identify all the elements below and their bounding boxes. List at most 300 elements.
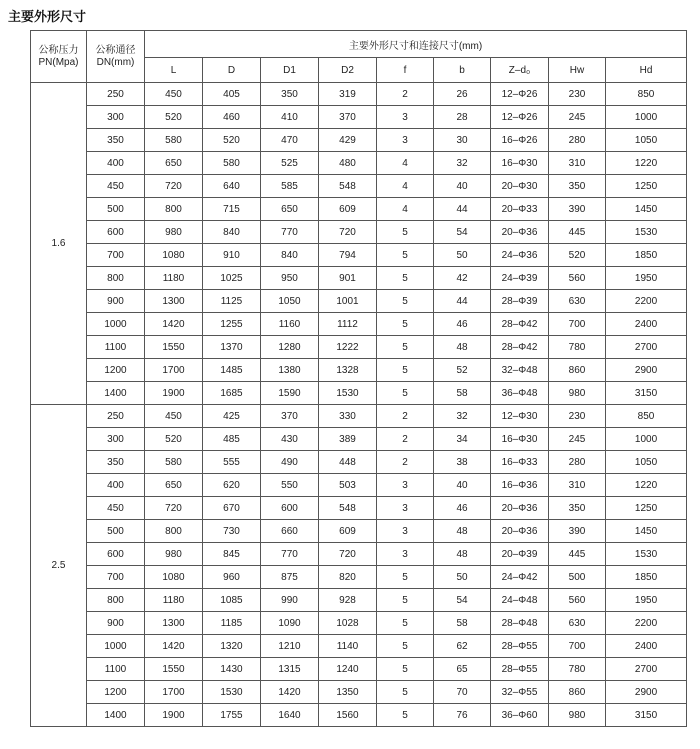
table-cell: 1090 — [261, 612, 319, 635]
table-cell: 500 — [549, 566, 606, 589]
dn-cell: 900 — [87, 612, 145, 635]
table-cell: 32–Φ55 — [491, 681, 549, 704]
table-cell: 32 — [434, 405, 491, 428]
table-row — [31, 704, 687, 727]
table-cell: 448 — [319, 451, 377, 474]
table-cell: 390 — [549, 198, 606, 221]
table-cell: 630 — [549, 612, 606, 635]
table-cell: 780 — [549, 658, 606, 681]
table-row — [31, 612, 687, 635]
table-cell: 65 — [434, 658, 491, 681]
table-cell: 350 — [261, 83, 319, 106]
table-cell: 26 — [434, 83, 491, 106]
table-cell: 980 — [549, 704, 606, 727]
table-cell: 430 — [261, 428, 319, 451]
table-cell: 24–Φ39 — [491, 267, 549, 290]
table-cell: 850 — [606, 405, 687, 428]
table-cell: 20–Φ33 — [491, 198, 549, 221]
dn-cell: 1400 — [87, 382, 145, 405]
table-cell: 550 — [261, 474, 319, 497]
dn-cell: 1100 — [87, 658, 145, 681]
dn-cell: 250 — [87, 83, 145, 106]
table-cell: 4 — [377, 152, 434, 175]
dn-cell: 1100 — [87, 336, 145, 359]
table-row — [31, 267, 687, 290]
dn-cell: 1400 — [87, 704, 145, 727]
table-row — [31, 129, 687, 152]
table-cell: 730 — [203, 520, 261, 543]
table-cell: 30 — [434, 129, 491, 152]
table-cell: 1000 — [606, 106, 687, 129]
table-cell: 410 — [261, 106, 319, 129]
table-cell: 40 — [434, 474, 491, 497]
table-cell: 1850 — [606, 244, 687, 267]
dn-cell: 450 — [87, 175, 145, 198]
dn-cell: 1200 — [87, 359, 145, 382]
table-cell: 1900 — [145, 704, 203, 727]
table-cell: 5 — [377, 244, 434, 267]
table-cell: 2 — [377, 428, 434, 451]
dn-cell: 350 — [87, 129, 145, 152]
table-cell: 555 — [203, 451, 261, 474]
table-cell: 50 — [434, 244, 491, 267]
table-cell: 429 — [319, 129, 377, 152]
table-cell: 350 — [549, 497, 606, 520]
table-cell: 3150 — [606, 704, 687, 727]
table-cell: 330 — [319, 405, 377, 428]
table-cell: 1530 — [203, 681, 261, 704]
column-header: Hw — [549, 58, 606, 83]
table-cell: 460 — [203, 106, 261, 129]
table-cell: 48 — [434, 520, 491, 543]
table-cell: 1450 — [606, 198, 687, 221]
table-cell: 5 — [377, 704, 434, 727]
table-cell: 980 — [145, 543, 203, 566]
dn-cell: 900 — [87, 290, 145, 313]
table-cell: 40 — [434, 175, 491, 198]
table-cell: 16–Φ36 — [491, 474, 549, 497]
table-cell: 609 — [319, 198, 377, 221]
table-cell: 1370 — [203, 336, 261, 359]
table-cell: 1050 — [606, 451, 687, 474]
table-cell: 1001 — [319, 290, 377, 313]
table-cell: 1530 — [606, 221, 687, 244]
table-cell: 980 — [549, 382, 606, 405]
table-cell: 20–Φ36 — [491, 497, 549, 520]
table-cell: 950 — [261, 267, 319, 290]
dn-cell: 700 — [87, 244, 145, 267]
table-cell: 245 — [549, 428, 606, 451]
table-cell: 5 — [377, 658, 434, 681]
table-cell: 54 — [434, 221, 491, 244]
table-cell: 1085 — [203, 589, 261, 612]
table-cell: 715 — [203, 198, 261, 221]
table-row — [31, 198, 687, 221]
table-cell: 48 — [434, 543, 491, 566]
table-cell: 38 — [434, 451, 491, 474]
table-cell: 2400 — [606, 313, 687, 336]
table-cell: 800 — [145, 198, 203, 221]
table-cell: 820 — [319, 566, 377, 589]
table-cell: 28–Φ42 — [491, 313, 549, 336]
table-cell: 850 — [606, 83, 687, 106]
table-cell: 36–Φ60 — [491, 704, 549, 727]
table-cell: 1700 — [145, 681, 203, 704]
table-row — [31, 681, 687, 704]
table-cell: 20–Φ36 — [491, 221, 549, 244]
table-cell: 1300 — [145, 290, 203, 313]
table-cell: 245 — [549, 106, 606, 129]
table-cell: 28–Φ42 — [491, 336, 549, 359]
table-cell: 1028 — [319, 612, 377, 635]
table-cell: 3 — [377, 497, 434, 520]
table-cell: 794 — [319, 244, 377, 267]
table-cell: 720 — [145, 175, 203, 198]
column-header: b — [434, 58, 491, 83]
dn-cell: 400 — [87, 152, 145, 175]
table-cell: 660 — [261, 520, 319, 543]
table-cell: 580 — [203, 152, 261, 175]
table-row — [31, 451, 687, 474]
pn-value-cell: 2.5 — [31, 405, 87, 727]
table-cell: 2900 — [606, 681, 687, 704]
table-cell: 3 — [377, 474, 434, 497]
table-cell: 520 — [203, 129, 261, 152]
dn-cell: 500 — [87, 198, 145, 221]
table-cell: 1485 — [203, 359, 261, 382]
table-cell: 76 — [434, 704, 491, 727]
table-cell: 230 — [549, 83, 606, 106]
dn-cell: 450 — [87, 497, 145, 520]
table-cell: 1560 — [319, 704, 377, 727]
table-cell: 1255 — [203, 313, 261, 336]
table-cell: 445 — [549, 221, 606, 244]
dn-cell: 250 — [87, 405, 145, 428]
table-row — [31, 359, 687, 382]
table-row — [31, 221, 687, 244]
table-cell: 350 — [549, 175, 606, 198]
table-cell: 960 — [203, 566, 261, 589]
table-cell: 36–Φ48 — [491, 382, 549, 405]
table-cell: 800 — [145, 520, 203, 543]
table-cell: 32–Φ48 — [491, 359, 549, 382]
table-cell: 370 — [261, 405, 319, 428]
table-cell: 389 — [319, 428, 377, 451]
table-cell: 1180 — [145, 589, 203, 612]
table-cell: 5 — [377, 221, 434, 244]
table-cell: 1000 — [606, 428, 687, 451]
table-cell: 62 — [434, 635, 491, 658]
column-header: D2 — [319, 58, 377, 83]
table-cell: 1320 — [203, 635, 261, 658]
table-cell: 901 — [319, 267, 377, 290]
dn-header-unit: DN(mm) — [96, 56, 135, 68]
table-cell: 230 — [549, 405, 606, 428]
table-cell: 54 — [434, 589, 491, 612]
table-row — [31, 543, 687, 566]
table-cell: 1140 — [319, 635, 377, 658]
table-cell: 548 — [319, 175, 377, 198]
table-cell: 50 — [434, 566, 491, 589]
table-body — [31, 83, 687, 727]
table-cell: 1420 — [145, 313, 203, 336]
table-row — [31, 474, 687, 497]
table-cell: 4 — [377, 198, 434, 221]
table-cell: 525 — [261, 152, 319, 175]
column-header: Z–d₀ — [491, 58, 549, 83]
table-cell: 1050 — [606, 129, 687, 152]
table-cell: 24–Φ36 — [491, 244, 549, 267]
table-row — [31, 658, 687, 681]
pn-header-unit: PN(Mpa) — [38, 56, 79, 68]
table-cell: 1550 — [145, 658, 203, 681]
dn-cell: 300 — [87, 428, 145, 451]
column-header: Hd — [606, 58, 687, 83]
dn-header-label: 公称通径 — [95, 44, 136, 56]
table-cell: 450 — [145, 405, 203, 428]
table-cell: 1900 — [145, 382, 203, 405]
table-cell: 1530 — [606, 543, 687, 566]
dimension-table — [30, 30, 687, 727]
table-cell: 1180 — [145, 267, 203, 290]
table-cell: 520 — [145, 106, 203, 129]
table-cell: 44 — [434, 198, 491, 221]
table-row — [31, 290, 687, 313]
table-cell: 370 — [319, 106, 377, 129]
table-cell: 12–Φ26 — [491, 83, 549, 106]
table-cell: 4 — [377, 175, 434, 198]
table-cell: 5 — [377, 566, 434, 589]
table-cell: 1250 — [606, 175, 687, 198]
table-cell: 20–Φ36 — [491, 520, 549, 543]
table-cell: 585 — [261, 175, 319, 198]
table-cell: 28–Φ48 — [491, 612, 549, 635]
table-cell: 580 — [145, 451, 203, 474]
table-cell: 310 — [549, 152, 606, 175]
column-header: D — [203, 58, 261, 83]
table-cell: 700 — [549, 635, 606, 658]
table-cell: 1185 — [203, 612, 261, 635]
table-cell: 390 — [549, 520, 606, 543]
table-cell: 640 — [203, 175, 261, 198]
table-row — [31, 520, 687, 543]
table-cell: 48 — [434, 336, 491, 359]
table-cell: 1222 — [319, 336, 377, 359]
table-cell: 2 — [377, 83, 434, 106]
dn-cell: 1000 — [87, 635, 145, 658]
table-cell: 1685 — [203, 382, 261, 405]
pn-value-cell: 1.6 — [31, 83, 87, 405]
dn-cell: 1000 — [87, 313, 145, 336]
column-header: L — [145, 58, 203, 83]
table-cell: 980 — [145, 221, 203, 244]
table-row — [31, 336, 687, 359]
table-cell: 1220 — [606, 474, 687, 497]
table-cell: 620 — [203, 474, 261, 497]
table-cell: 1380 — [261, 359, 319, 382]
table-cell: 28–Φ55 — [491, 658, 549, 681]
table-cell: 650 — [261, 198, 319, 221]
table-cell: 1112 — [319, 313, 377, 336]
table-cell: 700 — [549, 313, 606, 336]
table-cell: 580 — [145, 129, 203, 152]
table-row — [31, 244, 687, 267]
table-cell: 3 — [377, 520, 434, 543]
table-cell: 2 — [377, 405, 434, 428]
table-cell: 1210 — [261, 635, 319, 658]
table-cell: 1328 — [319, 359, 377, 382]
dn-cell: 400 — [87, 474, 145, 497]
table-cell: 16–Φ30 — [491, 152, 549, 175]
table-cell: 5 — [377, 313, 434, 336]
table-cell: 24–Φ48 — [491, 589, 549, 612]
table-cell: 1240 — [319, 658, 377, 681]
table-cell: 24–Φ42 — [491, 566, 549, 589]
table-row — [31, 566, 687, 589]
table-cell: 1755 — [203, 704, 261, 727]
table-cell: 425 — [203, 405, 261, 428]
table-cell: 2700 — [606, 336, 687, 359]
table-row — [31, 428, 687, 451]
table-cell: 650 — [145, 152, 203, 175]
table-cell: 600 — [261, 497, 319, 520]
table-cell: 58 — [434, 382, 491, 405]
table-row — [31, 152, 687, 175]
table-row — [31, 83, 687, 106]
table-cell: 12–Φ26 — [491, 106, 549, 129]
table-cell: 34 — [434, 428, 491, 451]
table-cell: 5 — [377, 267, 434, 290]
table-cell: 32 — [434, 152, 491, 175]
section-title: 主要外形尺寸 — [8, 10, 87, 25]
table-cell: 1300 — [145, 612, 203, 635]
table-cell: 470 — [261, 129, 319, 152]
table-cell: 445 — [549, 543, 606, 566]
pn-header-label: 公称压力 — [38, 44, 79, 56]
table-cell: 5 — [377, 681, 434, 704]
dn-cell: 600 — [87, 543, 145, 566]
dn-cell: 1200 — [87, 681, 145, 704]
table-cell: 990 — [261, 589, 319, 612]
table-row — [31, 589, 687, 612]
table-cell: 20–Φ30 — [491, 175, 549, 198]
table-cell: 670 — [203, 497, 261, 520]
table-cell: 16–Φ26 — [491, 129, 549, 152]
dimension-group-header: 主要外形尺寸和连接尺寸(mm) — [145, 31, 687, 58]
table-cell: 46 — [434, 497, 491, 520]
table-cell: 46 — [434, 313, 491, 336]
table-cell: 548 — [319, 497, 377, 520]
table-cell: 44 — [434, 290, 491, 313]
table-row — [31, 382, 687, 405]
table-cell: 720 — [319, 543, 377, 566]
table-cell: 2700 — [606, 658, 687, 681]
table-cell: 3150 — [606, 382, 687, 405]
table-cell: 2 — [377, 451, 434, 474]
table-cell: 650 — [145, 474, 203, 497]
table-cell: 5 — [377, 612, 434, 635]
table-cell: 405 — [203, 83, 261, 106]
table-row — [31, 175, 687, 198]
table-cell: 560 — [549, 589, 606, 612]
table-cell: 280 — [549, 451, 606, 474]
table-cell: 16–Φ33 — [491, 451, 549, 474]
table-cell: 520 — [145, 428, 203, 451]
table-cell: 860 — [549, 359, 606, 382]
table-row — [31, 106, 687, 129]
table-cell: 52 — [434, 359, 491, 382]
table-cell: 1530 — [319, 382, 377, 405]
table-cell: 5 — [377, 290, 434, 313]
table-cell: 1850 — [606, 566, 687, 589]
table-cell: 1950 — [606, 589, 687, 612]
table-cell: 1450 — [606, 520, 687, 543]
table-cell: 1315 — [261, 658, 319, 681]
table-cell: 1125 — [203, 290, 261, 313]
table-cell: 319 — [319, 83, 377, 106]
table-cell: 609 — [319, 520, 377, 543]
dn-cell: 300 — [87, 106, 145, 129]
table-cell: 1350 — [319, 681, 377, 704]
table-cell: 2400 — [606, 635, 687, 658]
table-cell: 560 — [549, 267, 606, 290]
dn-cell: 800 — [87, 267, 145, 290]
table-cell: 58 — [434, 612, 491, 635]
table-cell: 1050 — [261, 290, 319, 313]
table-cell: 5 — [377, 336, 434, 359]
table-cell: 28 — [434, 106, 491, 129]
table-cell: 1025 — [203, 267, 261, 290]
table-cell: 770 — [261, 543, 319, 566]
table-cell: 1420 — [145, 635, 203, 658]
table-cell: 630 — [549, 290, 606, 313]
header-row-group — [31, 31, 687, 58]
dn-cell: 600 — [87, 221, 145, 244]
table-cell: 503 — [319, 474, 377, 497]
table-cell: 1550 — [145, 336, 203, 359]
table-cell: 1950 — [606, 267, 687, 290]
table-cell: 780 — [549, 336, 606, 359]
table-cell: 720 — [319, 221, 377, 244]
table-row — [31, 635, 687, 658]
table-cell: 5 — [377, 635, 434, 658]
table-cell: 485 — [203, 428, 261, 451]
table-cell: 928 — [319, 589, 377, 612]
table-cell: 1160 — [261, 313, 319, 336]
table-cell: 5 — [377, 382, 434, 405]
column-header: D1 — [261, 58, 319, 83]
table-cell: 770 — [261, 221, 319, 244]
table-cell: 1640 — [261, 704, 319, 727]
table-cell: 1420 — [261, 681, 319, 704]
table-cell: 860 — [549, 681, 606, 704]
pn-header — [31, 31, 87, 83]
table-row — [31, 497, 687, 520]
table-cell: 490 — [261, 451, 319, 474]
table-cell: 1080 — [145, 566, 203, 589]
table-cell: 280 — [549, 129, 606, 152]
table-cell: 70 — [434, 681, 491, 704]
table-cell: 20–Φ39 — [491, 543, 549, 566]
table-cell: 3 — [377, 106, 434, 129]
table-cell: 1220 — [606, 152, 687, 175]
table-cell: 720 — [145, 497, 203, 520]
table-cell: 450 — [145, 83, 203, 106]
table-cell: 480 — [319, 152, 377, 175]
table-cell: 840 — [203, 221, 261, 244]
table-cell: 3 — [377, 129, 434, 152]
table-row — [31, 405, 687, 428]
